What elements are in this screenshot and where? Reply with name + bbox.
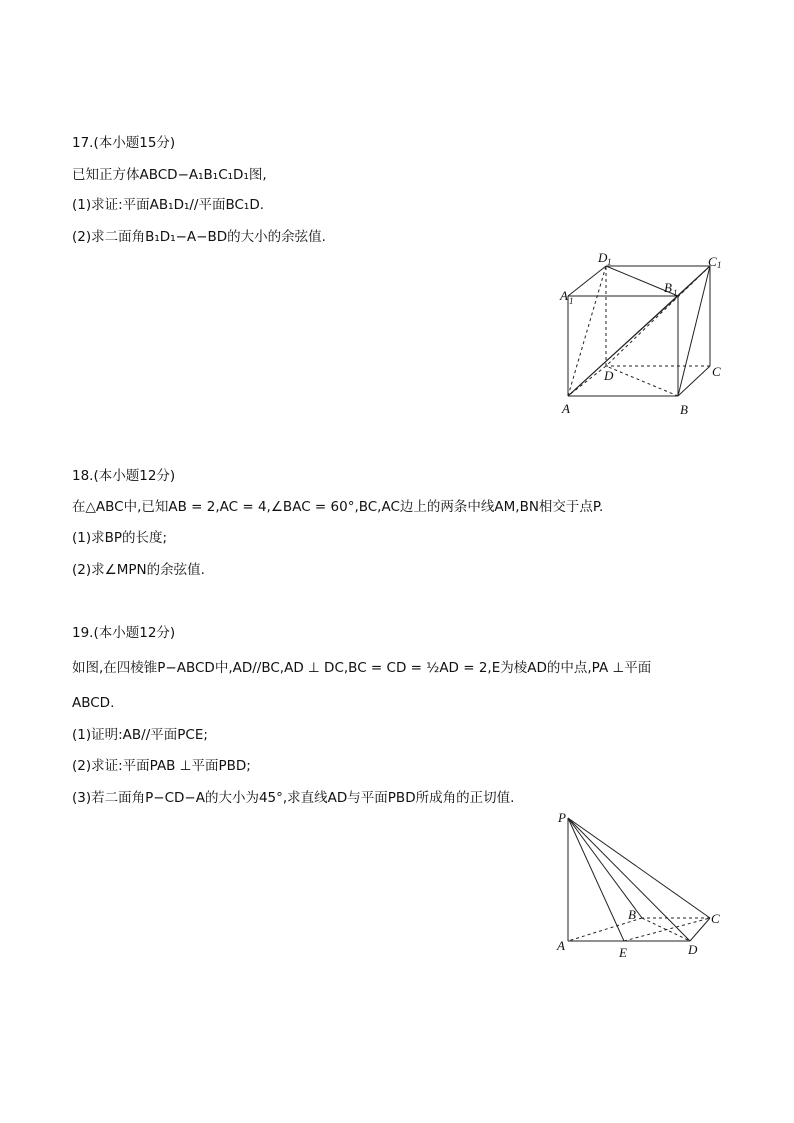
edge-bc [678, 366, 710, 396]
label-d1-sub: 1 [607, 257, 612, 267]
edge-pe [568, 818, 624, 941]
label-c: C [711, 911, 720, 926]
q19-header: 19.(本小题12分) [72, 625, 176, 641]
edge-d1a1 [568, 266, 606, 296]
label-a1: A [560, 288, 568, 303]
edge-dc [690, 918, 710, 941]
q17-header: 17.(本小题15分) [72, 135, 176, 151]
label-c1-sub: 1 [717, 260, 722, 270]
label-b: B [628, 907, 636, 922]
label-p: P [558, 810, 566, 825]
label-b1: B [664, 280, 672, 295]
q18-header: 18.(本小题12分) [72, 468, 176, 484]
q18-stem: 在△ABC中,已知AB = 2,AC = 4,∠BAC = 60°,BC,AC边上的两条中线AM,BN相交于点P. [72, 499, 604, 515]
q17-part2: (2)求二面角B₁D₁−A−BD的大小的余弦值. [72, 229, 326, 245]
label-e: E [619, 945, 627, 960]
q17-stem: 已知正方体ABCD−A₁B₁C₁D₁图, [72, 167, 267, 183]
label-d1: D [598, 250, 608, 265]
cube-figure [548, 248, 748, 418]
q19-part1: (1)证明:AB//平面PCE; [72, 727, 208, 743]
label-b1-sub: 1 [673, 288, 678, 298]
q19-part2: (2)求证:平面PAB ⊥平面PBD; [72, 758, 251, 774]
diag-ac1 [568, 266, 710, 396]
q19-stem: 如图,在四棱锥P−ABCD中,AD//BC,AD ⊥ DC,BC = CD = ½AD = 2,E为棱AD的中点,PA ⊥平面 [72, 660, 652, 676]
q18-part1: (1)求BP的长度; [72, 530, 168, 546]
label-c: C [712, 364, 721, 379]
diag-bc1 [678, 266, 710, 396]
diag-bd [606, 366, 678, 396]
q19-part3: (3)若二面角P−CD−A的大小为45°,求直线AD与平面PBD所成角的正切值. [72, 790, 515, 806]
label-b: B [680, 402, 688, 417]
q19-stem-cont: ABCD. [72, 695, 115, 711]
label-d: D [604, 368, 614, 383]
label-d: D [688, 942, 698, 957]
diag-ad1 [568, 266, 606, 396]
edge-da [568, 366, 606, 396]
edge-pb [568, 818, 642, 918]
label-a1-sub: 1 [569, 296, 574, 306]
edge-ec [624, 918, 710, 941]
label-c1: C [708, 254, 717, 269]
pyramid-figure [548, 806, 748, 966]
label-a: A [562, 401, 570, 416]
q17-part1: (1)求证:平面AB₁D₁//平面BC₁D. [72, 197, 265, 213]
edge-pc [568, 818, 710, 918]
q18-part2: (2)求∠MPN的余弦值. [72, 562, 205, 578]
label-a: A [557, 938, 565, 953]
